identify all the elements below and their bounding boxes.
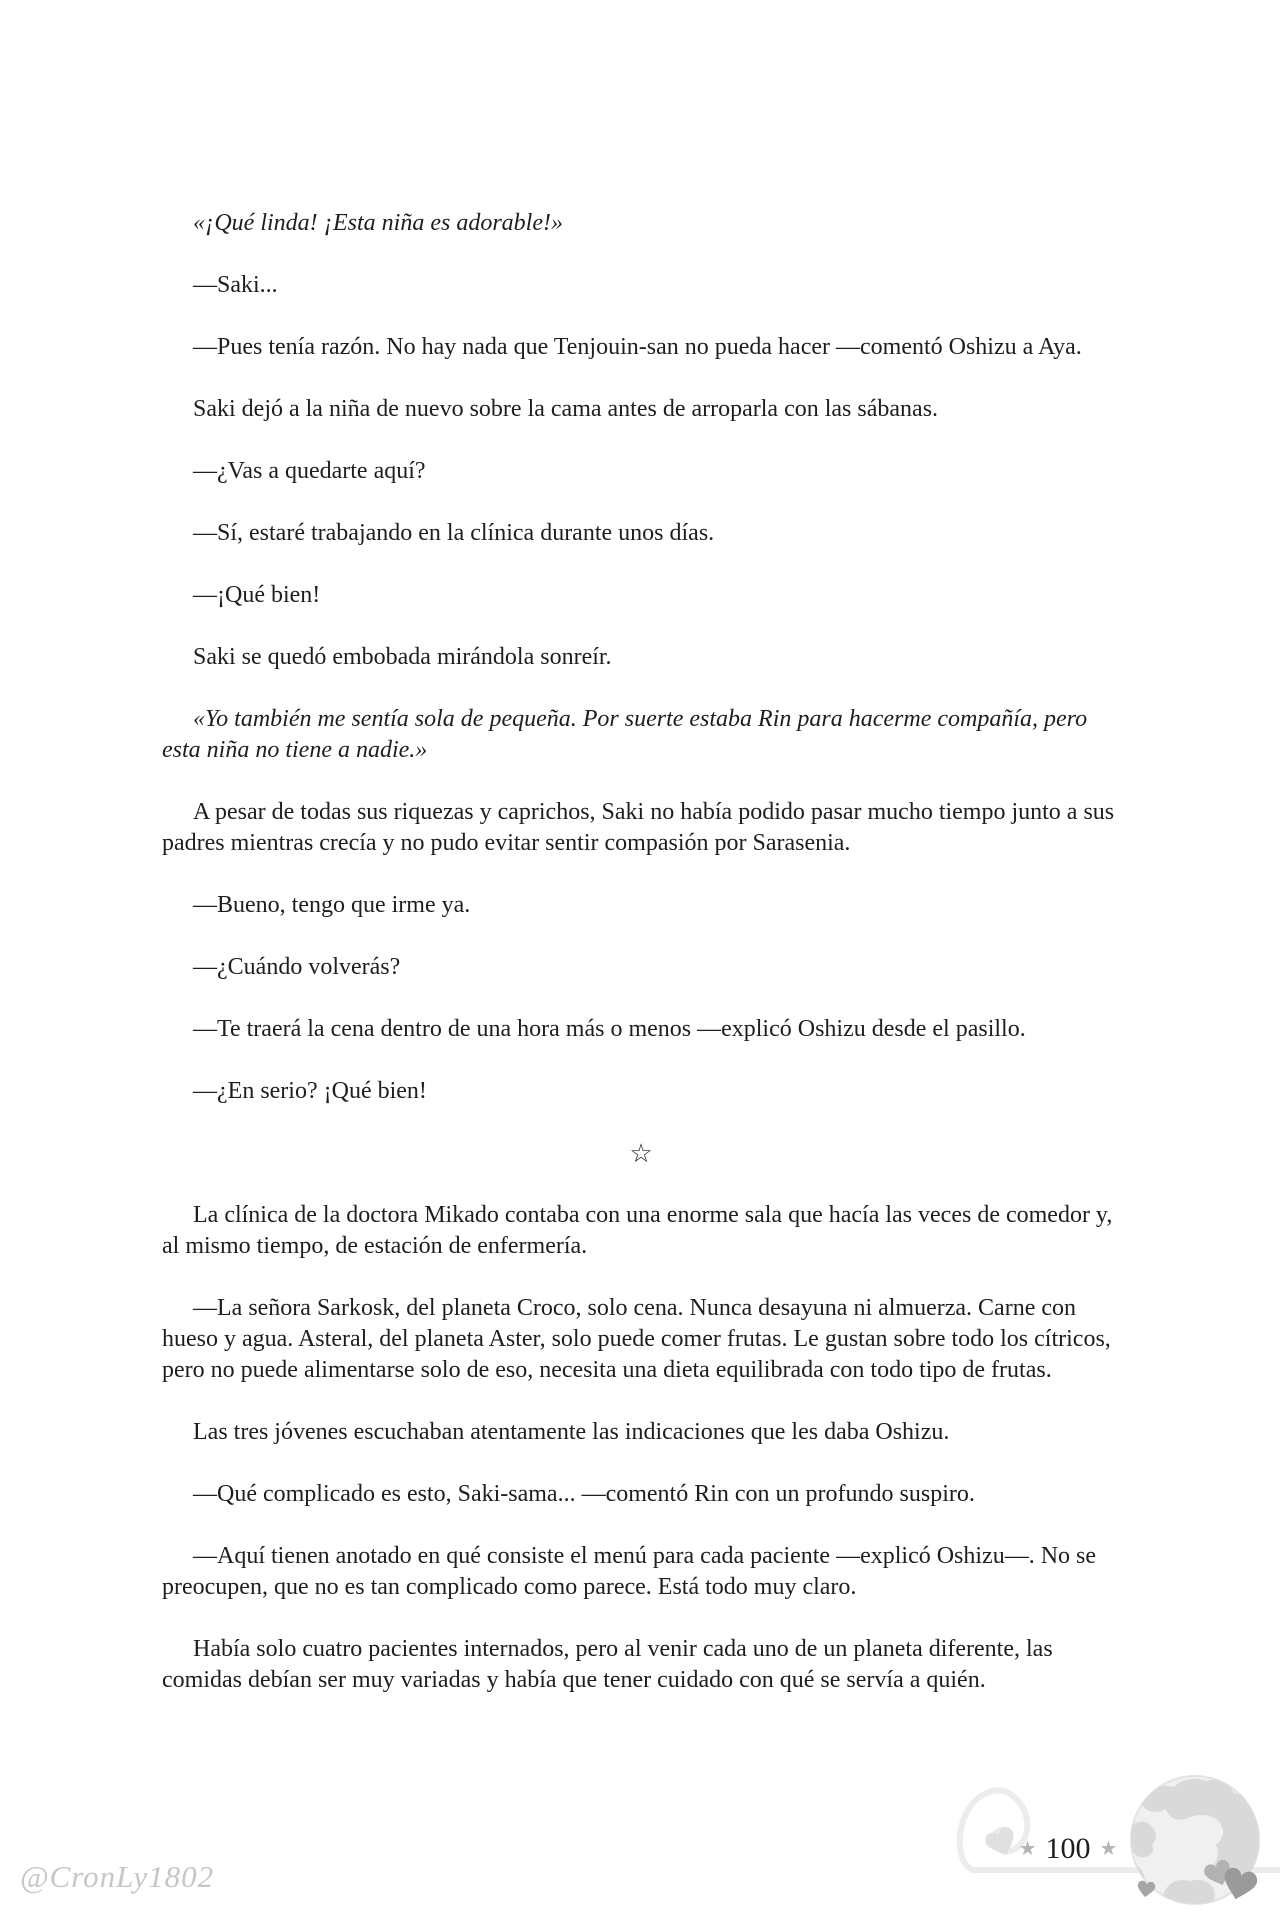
narration-1: Saki dejó a la niña de nuevo sobre la cama antes de arroparla con las sábanas. — [193, 396, 939, 422]
dialogue-line-10: —La señora Sarkosk, del planeta Croco, solo cena. Nunca desayuna ni almuerza. Carne con hueso y agua. Asteral, del planeta Aster, solo puede comer frutas. Le gustan sobre todo los cítricos, pero no puede alimentarse solo de eso, necesita una dieta equilibrada con todo tipo de frutas. — [162, 1295, 1111, 1383]
dialogue-line-4: —Sí, estaré trabajando en la clínica durante unos días. — [193, 520, 715, 546]
moon-decoration — [1122, 1773, 1280, 1913]
dialogue-line-8: —Te traerá la cena dentro de una hora más o menos —explicó Oshizu desde el pasillo. — [193, 1016, 1026, 1042]
star-icon: ★ — [1099, 1838, 1118, 1860]
dialogue-line-9: —¿En serio? ¡Qué bien! — [193, 1078, 427, 1104]
dialogue-line-5: —¡Qué bien! — [193, 582, 321, 608]
dialogue-line-11: —Qué complicado es esto, Saki-sama... —comentó Rin con un profundo suspiro. — [193, 1481, 975, 1507]
narration-3: A pesar de todas sus riquezas y caprichos, Saki no había podido pasar mucho tiempo junto a sus padres mientras crecía y no pudo evitar sentir compasión por Sarasenia. — [162, 799, 1115, 856]
star-icon: ★ — [1018, 1838, 1037, 1860]
body-text — [162, 208, 1120, 1727]
narration-5: Las tres jóvenes escuchaban atentamente las indicaciones que les daba Oshizu. — [193, 1419, 950, 1445]
star-divider-icon: ☆ — [629, 1139, 653, 1168]
dialogue-line-6: —Bueno, tengo que irme ya. — [193, 892, 471, 918]
dialogue-line-12: —Aquí tienen anotado en qué consiste el menú para cada paciente —explicó Oshizu—. No se preocupen, que no es tan complicado como parece. Está todo muy claro. — [162, 1543, 1097, 1600]
page-number: 100 — [1045, 1832, 1091, 1865]
page-number-group — [1006, 1831, 1130, 1867]
narration-4: La clínica de la doctora Mikado contaba con una enorme sala que hacía las veces de comedor y, al mismo tiempo, de estación de enfermería. — [162, 1202, 1113, 1259]
watermark: @CronLy1802 — [20, 1859, 215, 1894]
paragraph-inner-monologue-1: «¡Qué linda! ¡Esta niña es adorable!» — [193, 210, 563, 236]
paragraph-inner-monologue-2: «Yo también me sentía sola de pequeña. Por suerte estaba Rin para hacerme compañía, pero esta niña no tiene a nadie.» — [162, 706, 1088, 763]
section-divider — [162, 1138, 1120, 1169]
narration-2: Saki se quedó embobada mirándola sonreír. — [193, 644, 612, 670]
dialogue-line-2: —Pues tenía razón. No hay nada que Tenjouin-san no pueda hacer —comentó Oshizu a Aya. — [193, 334, 1082, 360]
dialogue-line-1: —Saki... — [193, 272, 278, 298]
narration-6: Había solo cuatro pacientes internados, pero al venir cada uno de un planeta diferente, las comidas debían ser muy variadas y había que tener cuidado con qué se servía a quién. — [162, 1636, 1053, 1693]
dialogue-line-7: —¿Cuándo volverás? — [193, 954, 401, 980]
heart-icon — [1136, 1880, 1156, 1898]
dialogue-line-3: —¿Vas a quedarte aquí? — [193, 458, 426, 484]
